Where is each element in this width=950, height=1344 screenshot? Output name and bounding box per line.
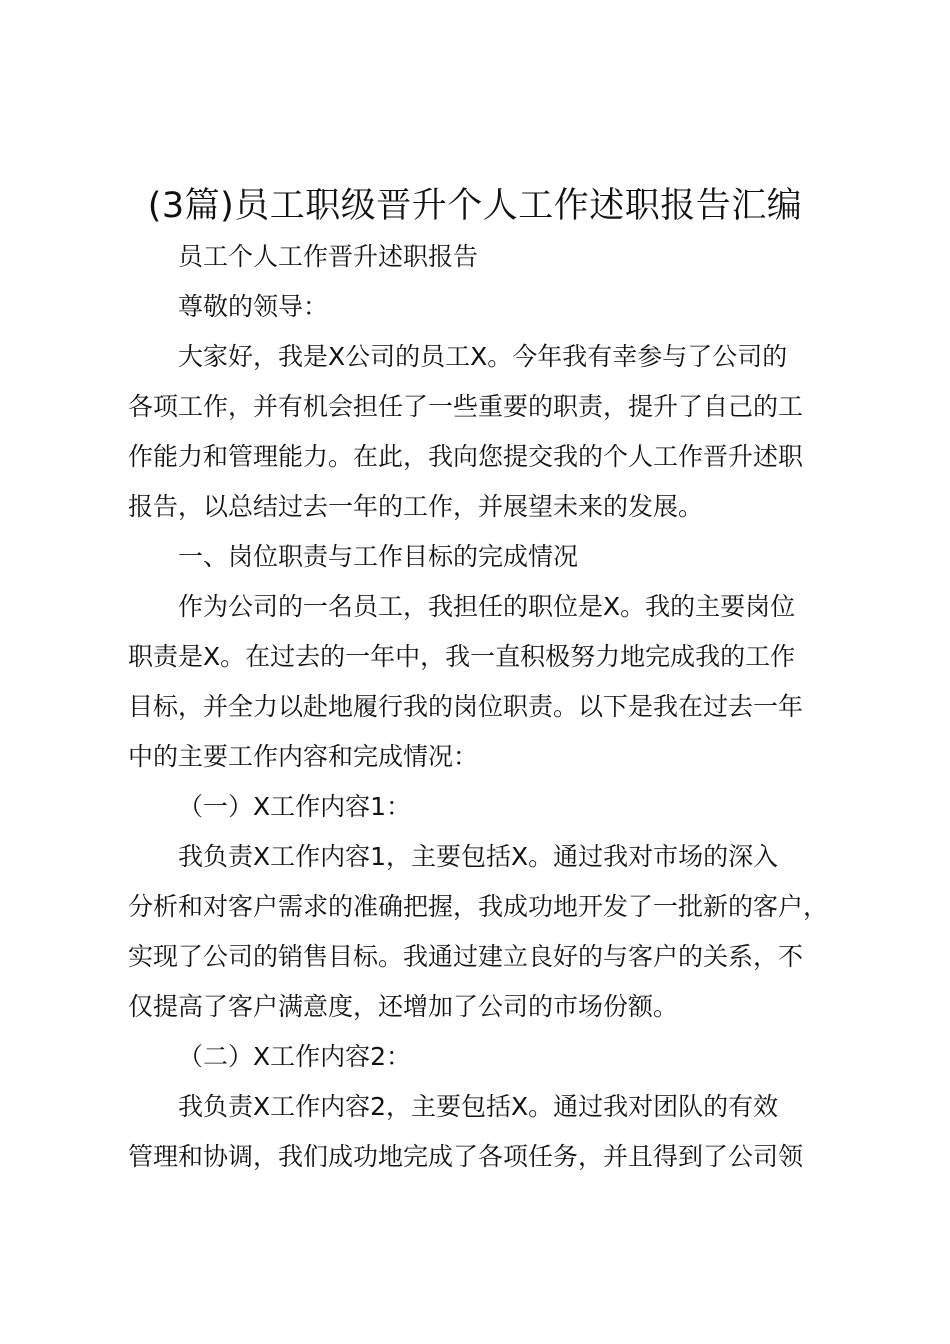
paragraph-line: 职责是X。在过去的一年中，我一直积极努力地完成我的工作 [128, 642, 796, 671]
paragraph-line: 目标，并全力以赴地履行我的岗位职责。以下是我在过去一年 [128, 692, 804, 721]
subtitle-line: 员工个人工作晋升述职报告 [178, 242, 479, 271]
paragraph-line: 各项工作，并有机会担任了一些重要的职责，提升了自己的工 [128, 392, 804, 421]
subsection-heading-line: （一）X工作内容1： [178, 792, 412, 821]
section-heading-line: 一、岗位职责与工作目标的完成情况 [178, 542, 579, 571]
paragraph-line: 仅提高了客户满意度，还增加了公司的市场份额。 [128, 992, 679, 1021]
paragraph-line: 我负责X工作内容1，主要包括X。通过我对市场的深入 [178, 842, 779, 871]
paragraph-line: 作为公司的一名员工，我担任的职位是X。我的主要岗位 [178, 592, 796, 621]
document-title: (3篇)员工职级晋升个人工作述职报告汇编 [147, 186, 803, 226]
paragraph-line: 大家好，我是X公司的员工X。今年我有幸参与了公司的 [178, 342, 788, 371]
paragraph-line: 管理和协调，我们成功地完成了各项任务，并且得到了公司领 [128, 1142, 804, 1171]
paragraph-line: 作能力和管理能力。在此，我向您提交我的个人工作晋升述职 [128, 442, 804, 471]
document-body [128, 232, 838, 1182]
paragraph-line: 报告，以总结过去一年的工作，并展望未来的发展。 [128, 492, 704, 521]
paragraph-line: 中的主要工作内容和完成情况： [128, 742, 479, 771]
subsection-heading-line: （二）X工作内容2： [178, 1042, 412, 1071]
paragraph-line: 分析和对客户需求的准确把握，我成功地开发了一批新的客户， [128, 892, 829, 921]
salutation-line: 尊敬的领导： [178, 292, 329, 321]
paragraph-line: 我负责X工作内容2，主要包括X。通过我对团队的有效 [178, 1092, 779, 1121]
paragraph-line: 实现了公司的销售目标。我通过建立良好的与客户的关系，不 [128, 942, 804, 971]
